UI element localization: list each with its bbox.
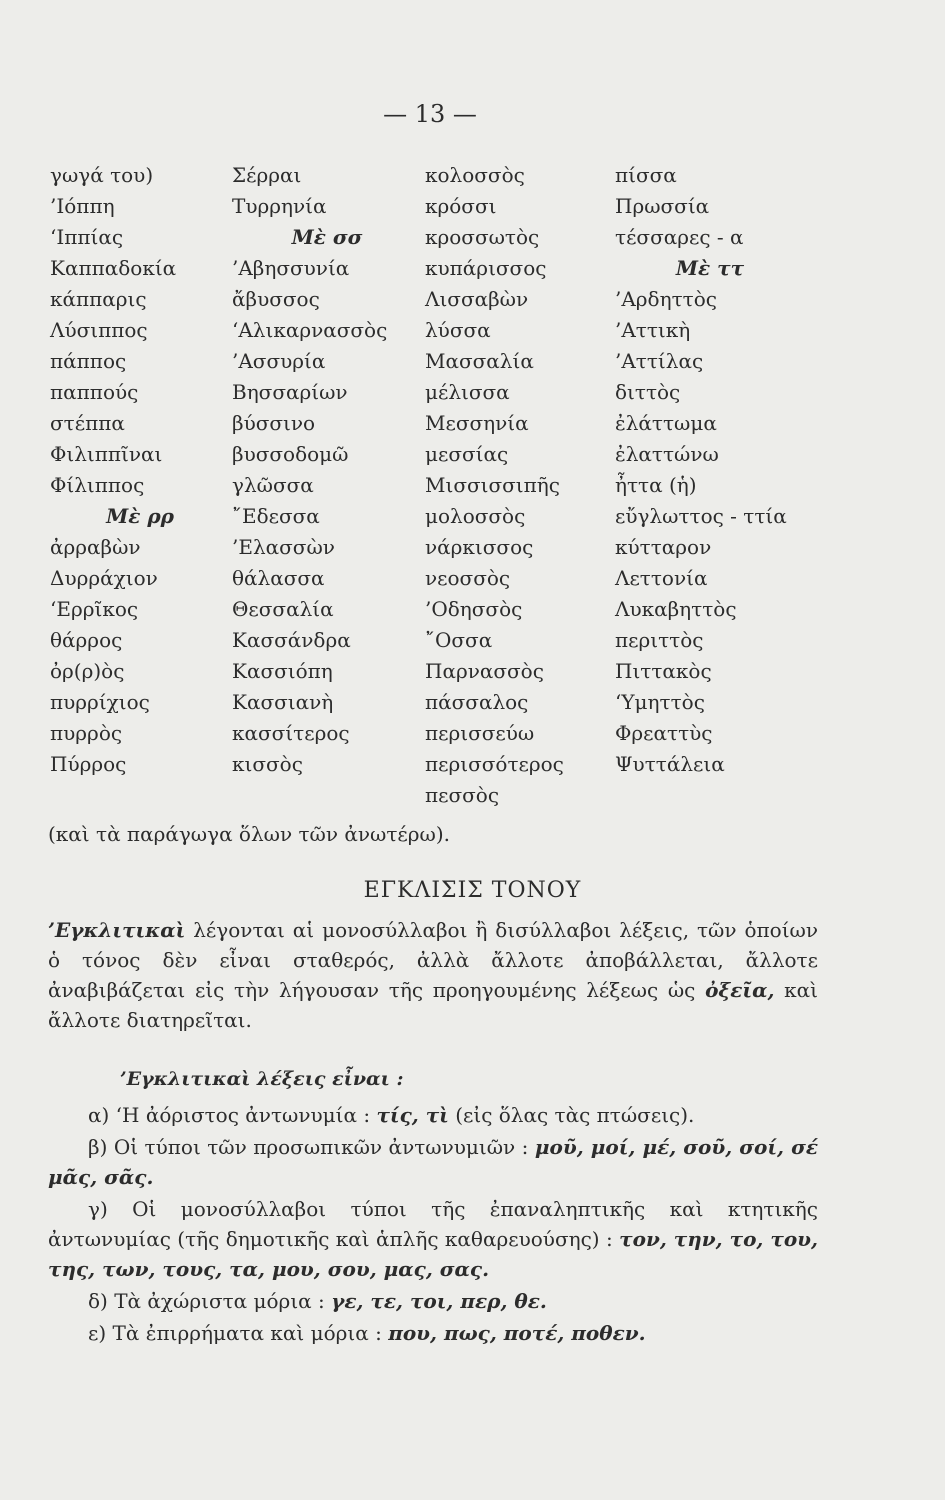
- list-item-forms: τον, την, το, του, της, των, τους, τα, μου, σου, μας, σας.: [48, 1227, 819, 1281]
- list-item-forms: που, πως, ποτέ, ποθεν.: [388, 1321, 646, 1345]
- paragraph-text: λέγονται αἱ μονοσύλλαβοι ἢ δισύλλαβοι λέξεις, τῶν ὁποίων ὁ τόνος δὲν εἶναι σταθερός, ἀλλὰ ἄλλοτε ἀποβάλλεται, ἄλλοτε ἀναβιβάζεται εἰς τὴν λήγουσαν τῆς προηγουμένης λέξεως ὡς: [48, 918, 818, 1002]
- word: κολοσσὸς: [425, 163, 525, 187]
- group-heading-rr: Μὲ ρρ: [106, 504, 174, 528]
- word: ἐλάττωμα: [615, 411, 717, 435]
- paragraph: [48, 915, 818, 1035]
- word: Πύρρος: [50, 752, 127, 776]
- word: πυρρίχιος: [50, 690, 150, 714]
- word: ’Ελασσὼν: [232, 535, 335, 559]
- word: μολοσσὸς: [425, 504, 526, 528]
- list-item: [48, 1100, 818, 1130]
- word: γλῶσσα: [232, 473, 314, 497]
- list-item: [48, 1318, 818, 1348]
- word: πάππος: [50, 349, 127, 373]
- word-column-4: [615, 160, 805, 780]
- word-column-3: [425, 160, 615, 811]
- word: μέλισσα: [425, 380, 510, 404]
- word: πεσσὸς: [425, 783, 500, 807]
- section-title: ΕΓΚΛΙΣΙΣ ΤΟΝΟΥ: [363, 878, 582, 903]
- word: Λισσαβὼν: [425, 287, 529, 311]
- word: νάρκισσος: [425, 535, 534, 559]
- group-heading-ss: Μὲ σσ: [291, 225, 363, 249]
- word: ῎Εδεσσα: [232, 504, 320, 528]
- list-item-forms: τίς, τὶ: [376, 1103, 449, 1127]
- list-item-text: α) ‘Η ἀόριστος ἀντωνυμία :: [88, 1103, 371, 1127]
- list-item-forms: μοῦ, μοί, μέ, σοῦ, σοί, σέ μᾶς, σᾶς.: [48, 1135, 818, 1189]
- word: παππούς: [50, 380, 139, 404]
- word: κύτταρον: [615, 535, 712, 559]
- list-item-text: γ) Οἱ μονοσύλλαβοι τύποι τῆς ἐπαναληπτικῆς καὶ κτητικῆς ἀντωνυμίας (τῆς δημοτικῆς καὶ ἁπλῆς καθαρευούσης) :: [48, 1197, 818, 1251]
- list-item-text: δ) Τὰ ἀχώριστα μόρια :: [88, 1289, 325, 1313]
- word: Σέρραι: [232, 163, 302, 187]
- list-item-text: ε) Τὰ ἐπιρρήματα καὶ μόρια :: [88, 1321, 382, 1345]
- word: κάππαρις: [50, 287, 147, 311]
- word: διττὸς: [615, 380, 681, 404]
- word: Βησσαρίων: [232, 380, 348, 404]
- word: τέσσαρες - α: [615, 225, 744, 249]
- word: στέππα: [50, 411, 125, 435]
- word: ‘Ιππίας: [50, 225, 124, 249]
- word: θάλασσα: [232, 566, 325, 590]
- word: Μισσισσιπῆς: [425, 473, 560, 497]
- group-heading-tt: Μὲ ττ: [675, 256, 745, 280]
- word: ’Οδησσὸς: [425, 597, 523, 621]
- word: ‘Υμηττὸς: [615, 690, 705, 714]
- word: πυρρὸς: [50, 721, 123, 745]
- word-column-2: [232, 160, 422, 780]
- word: θάρρος: [50, 628, 123, 652]
- word: νεοσσὸς: [425, 566, 511, 590]
- list-item: [48, 1286, 818, 1316]
- word: ἐλαττώνω: [615, 442, 719, 466]
- word: εὔγλωττος - ττία: [615, 504, 787, 528]
- paragraph-oxeia: ὀξεῖα,: [705, 978, 775, 1002]
- word: Καππαδοκία: [50, 256, 177, 280]
- word-column-1: [50, 160, 230, 780]
- word: ἀρραβὼν: [50, 535, 141, 559]
- word: περισσεύω: [425, 721, 535, 745]
- word: Λυκαβηττὸς: [615, 597, 737, 621]
- page-number: — 13 —: [383, 100, 477, 128]
- word: Ψυττάλεια: [615, 752, 725, 776]
- word: ’Αττικὴ: [615, 318, 691, 342]
- word: Μεσσηνία: [425, 411, 529, 435]
- word: Θεσσαλία: [232, 597, 334, 621]
- list-item-text: β) Οἱ τύποι τῶν προσωπικῶν ἀντωνυμιῶν :: [88, 1135, 529, 1159]
- word: ἄβυσσος: [232, 287, 320, 311]
- word: πάσσαλος: [425, 690, 529, 714]
- word: Φίλιππος: [50, 473, 145, 497]
- subheading: ’Εγκλιτικαὶ λέξεις εἶναι :: [120, 1068, 404, 1090]
- word: μεσσίας: [425, 442, 509, 466]
- paragraph-tail: καὶ ἄλλοτε διατηρεῖται.: [48, 978, 818, 1032]
- word: Λύσιππος: [50, 318, 148, 342]
- word: ’Ιόππη: [50, 194, 115, 218]
- enclitic-list: [48, 1100, 818, 1350]
- word: Φιλιππῖναι: [50, 442, 163, 466]
- word: βυσσοδομῶ: [232, 442, 349, 466]
- word: Φρεαττὺς: [615, 721, 713, 745]
- word: ’Αρδηττὸς: [615, 287, 717, 311]
- word: ὀρ(ρ)ὸς: [50, 659, 125, 683]
- word: πίσσα: [615, 163, 677, 187]
- footnote: (καὶ τὰ παράγωγα ὅλων τῶν ἀνωτέρω).: [48, 822, 450, 846]
- list-item-after: (εἰς ὅλας τὰς πτώσεις).: [455, 1103, 695, 1127]
- word: Τυρρηνία: [232, 194, 327, 218]
- word: Δυρράχιον: [50, 566, 158, 590]
- word: Παρνασσὸς: [425, 659, 544, 683]
- word: λύσσα: [425, 318, 491, 342]
- word: περιττὸς: [615, 628, 704, 652]
- word: Κασσάνδρα: [232, 628, 351, 652]
- word: κυπάρισσος: [425, 256, 547, 280]
- list-item: [48, 1194, 818, 1284]
- word: κασσίτερος: [232, 721, 350, 745]
- paragraph-lead: ’Εγκλιτικαὶ: [48, 918, 186, 942]
- word: γωγά του): [50, 163, 154, 187]
- list-item: [48, 1132, 818, 1192]
- list-item-forms: γε, τε, τοι, περ, θε.: [331, 1289, 547, 1313]
- word: ’Αττίλας: [615, 349, 704, 373]
- word: ’Αβησσυνία: [232, 256, 350, 280]
- word: Κασσιόπη: [232, 659, 333, 683]
- word: ἦττα (ἡ): [615, 473, 697, 497]
- word: ’Ασσυρία: [232, 349, 326, 373]
- word: κισσὸς: [232, 752, 303, 776]
- word: Λεττονία: [615, 566, 708, 590]
- word: ῎Οσσα: [425, 628, 493, 652]
- word: Μασσαλία: [425, 349, 534, 373]
- word: κρόσσι: [425, 194, 497, 218]
- word: Πιττακὸς: [615, 659, 712, 683]
- word: περισσότερος: [425, 752, 564, 776]
- word: βύσσινο: [232, 411, 316, 435]
- word: Πρωσσία: [615, 194, 710, 218]
- word: ‘Ερρῖκος: [50, 597, 139, 621]
- word: ‘Αλικαρνασσὸς: [232, 318, 388, 342]
- word: Κασσιανὴ: [232, 690, 334, 714]
- word: κροσσωτὸς: [425, 225, 540, 249]
